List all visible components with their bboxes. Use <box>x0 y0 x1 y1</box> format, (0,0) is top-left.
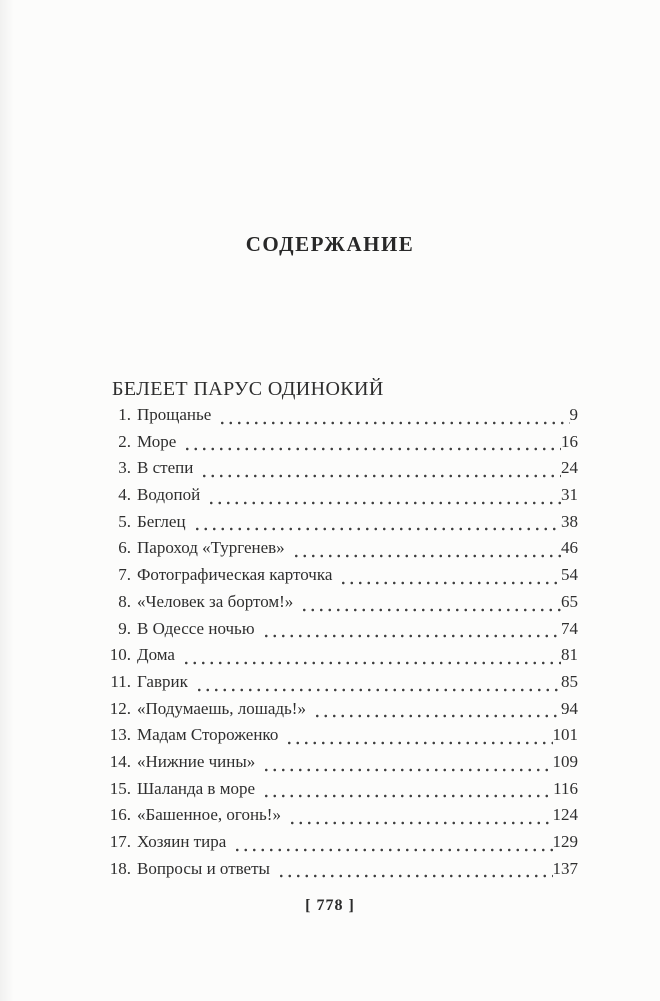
dot-leader <box>215 405 569 432</box>
toc-entry <box>103 752 578 779</box>
entry-page: 9 <box>569 405 578 424</box>
entry-number: 2. <box>118 431 131 451</box>
entry-title: Шаланда в море <box>137 778 255 798</box>
dot-leader <box>180 432 561 459</box>
entry-title: Прощанье <box>137 405 212 424</box>
dot-leader <box>274 859 553 886</box>
toc-entry <box>103 538 578 565</box>
entry-title: Гаврик <box>137 671 188 691</box>
entry-page: 85 <box>561 671 578 691</box>
entry-number: 3. <box>118 458 131 478</box>
dot-leader <box>310 699 561 726</box>
dot-leader <box>230 832 552 859</box>
entry-number: 14. <box>109 751 131 771</box>
entry-title: В Одессе ночью <box>137 618 255 638</box>
toc-entry <box>103 592 578 619</box>
entry-title: Дома <box>137 645 175 665</box>
entry-title: «Нижние чины» <box>137 751 256 771</box>
page-number-footer: [ 778 ] <box>305 897 355 914</box>
toc-entry <box>103 779 578 806</box>
dot-leader <box>282 725 552 752</box>
entry-page: 94 <box>561 698 578 718</box>
toc-entry <box>103 805 578 832</box>
toc-entry <box>103 672 578 699</box>
entry-number: 8. <box>118 591 131 611</box>
entry-title: Водопой <box>137 485 201 505</box>
toc-entry <box>103 485 578 512</box>
entry-title: Хозяин тира <box>137 832 227 851</box>
entry-title: «Человек за бортом!» <box>137 591 294 611</box>
entry-number: 5. <box>118 511 131 531</box>
entry-page: 46 <box>561 538 578 558</box>
entry-number: 15. <box>109 778 131 798</box>
dot-leader <box>259 779 553 806</box>
section-heading: БЕЛЕЕТ ПАРУС ОДИНОКИЙ <box>112 378 384 400</box>
toc-entry <box>103 859 578 886</box>
toc-entry <box>103 432 578 459</box>
entry-number: 12. <box>109 698 131 718</box>
entry-page: 54 <box>561 565 578 585</box>
toc-entry <box>103 725 578 752</box>
entry-page: 31 <box>561 485 578 505</box>
dot-leader <box>259 619 561 646</box>
dot-leader <box>179 645 561 672</box>
entry-page: 16 <box>561 431 578 451</box>
entry-title: Фотографическая карточка <box>137 565 333 585</box>
page-title: СОДЕРЖАНИЕ <box>245 232 415 256</box>
entry-page: 116 <box>553 778 578 798</box>
dot-leader <box>289 538 561 565</box>
entry-number: 17. <box>109 832 131 851</box>
entry-number: 1. <box>118 405 131 424</box>
toc-entry <box>103 832 578 859</box>
entry-page: 74 <box>561 618 578 638</box>
entry-number: 7. <box>118 565 131 585</box>
entry-number: 9. <box>118 618 131 638</box>
toc-entry <box>103 619 578 646</box>
entry-number: 10. <box>109 645 131 665</box>
entry-title: «Башенное, огонь!» <box>137 805 281 825</box>
entry-title: «Подумаешь, лошадь!» <box>137 698 306 718</box>
entry-number: 13. <box>109 725 131 745</box>
toc-entry <box>103 645 578 672</box>
entry-page: 81 <box>561 645 578 665</box>
toc-entries <box>103 405 578 885</box>
toc-entry <box>103 512 578 539</box>
entry-number: 18. <box>109 858 131 878</box>
dot-leader <box>336 565 561 592</box>
entry-number: 11. <box>110 671 131 691</box>
entry-page: 129 <box>552 832 578 851</box>
entry-page: 65 <box>561 591 578 611</box>
entry-title: Вопросы и ответы <box>137 858 270 878</box>
entry-number: 16. <box>109 805 131 825</box>
entry-page: 24 <box>561 458 578 478</box>
entry-number: 4. <box>118 485 131 505</box>
entry-title: Мадам Стороженко <box>137 725 279 745</box>
dot-leader <box>204 485 561 512</box>
entry-page: 101 <box>552 725 578 745</box>
entry-title: Море <box>137 431 177 451</box>
entry-page: 38 <box>561 511 578 531</box>
toc-entry <box>103 405 578 432</box>
dot-leader <box>285 805 553 832</box>
entry-title: Беглец <box>137 511 186 531</box>
dot-leader <box>259 752 552 779</box>
toc-entry <box>103 458 578 485</box>
entry-page: 109 <box>552 751 578 771</box>
entry-page: 137 <box>552 858 578 878</box>
dot-leader <box>297 592 561 619</box>
toc-entry <box>103 699 578 726</box>
dot-leader <box>197 458 561 485</box>
dot-leader <box>192 672 561 699</box>
entry-title: Пароход «Тургенев» <box>137 538 285 558</box>
table-of-contents <box>103 378 578 885</box>
entry-number: 6. <box>118 538 131 558</box>
dot-leader <box>190 512 561 539</box>
entry-title: В степи <box>137 458 194 478</box>
toc-entry <box>103 565 578 592</box>
entry-page: 124 <box>552 805 578 825</box>
